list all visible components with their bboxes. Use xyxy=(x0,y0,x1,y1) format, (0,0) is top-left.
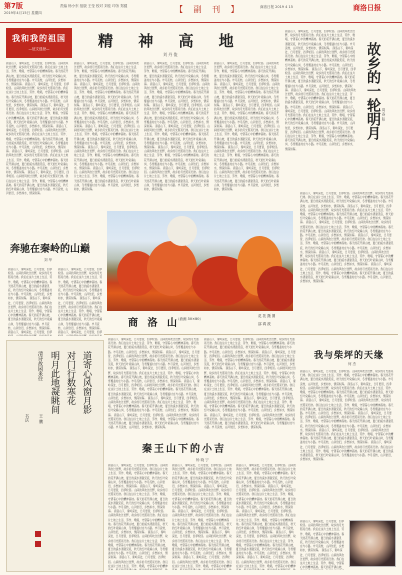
calligraphy-label: 书法 xyxy=(25,414,30,422)
article-body-lower-1: 商洛山下，秦岭深处，日月更替，四季轮回。山间的风吹过田野，故乡的月光照亮归途。我们在这片土地上生活、劳作、歌唱，守望着心中的精神高地。春天的花开满山坡，夏日的溪水清澈见底，秋天的红叶染遍山岗，冬雪覆盖村庄与小路。岁月流转，山河依旧，乡愁如水，情深似海。 商洛山下，秦岭深处，日月更替，四季轮回。山间的风吹过田野，故乡的月光照亮归途。我们在这片土地上生活、劳作、歌唱，守望着心中的精神高地。春天的花开满山坡，夏日的溪水清澈见底，秋天的红叶染遍山岗，冬雪覆盖村庄与小路。岁月流转，山河依旧，乡愁如水，情深似海。 商洛山下，秦岭深处，日月更替，四季轮回。山间的风吹过田野，故乡的月光照亮归途。我们在这片土地上生活、劳作、歌唱，守望着心中的精神高地。春天的花开满山坡，夏日的溪水清澈见底，秋天的红叶染遍山岗，冬雪覆盖村庄与小路。岁月流转，山河依旧，乡愁如水，情深似海。 商洛山下，秦岭深处，日月更替，四季轮回。山间的风吹过田野，故乡的月光照亮归途。我们在这片土地上生活、劳作、歌唱，守望着心中的精神高地。春天的花开满山坡，夏日的溪水清澈见底，秋天的红叶染遍山岗，冬雪覆盖村庄与小路。岁月流转，山河依旧，乡愁如水，情深似海。 商洛山下，秦岭深处，日月更替，四季轮回。山间的风吹过田野，故乡的月光照亮归途。我们在这片土地上生活、劳作、歌唱，守望着心中的精神高地。春天的花开满山坡，夏日的溪水清澈见底，秋天的红叶染遍山岗，冬雪覆盖村庄与小路。岁月流转，山河依旧，乡愁如水，情深似海。 商洛山下，秦岭深处，日月更替，四季轮回。山间的风吹过田野，故乡的月光照亮归途。我们在这片土地上生活、劳作、歌唱，守望着心中的精神高地。春天的花开满山坡，夏日的溪水清澈见底，秋天的红叶染遍山岗，冬雪覆盖村庄与小路。岁月流转，山河依旧，乡愁如水，情深似海。 xyxy=(108,338,200,430)
section-divider xyxy=(104,334,398,335)
article-body-tianbao-2: 商洛山下，秦岭深处，日月更替，四季轮回。山间的风吹过田野，故乡的月光照亮归途。我们在这片土地上生活、劳作、歌唱，守望着心中的精神高地。春天的花开满山坡，夏日的溪水清澈见底，秋天的红叶染遍山岗，冬雪覆盖村庄与小路。岁月流转，山河依旧，乡愁如水，情深似海。 商洛山下，秦岭深处，日月更替，四季轮回。山间的风吹过田野，故乡的月光照亮归途。我们在这片土地上生活、劳作、歌唱，守望着心中的精神高地。春天的花开满山坡， xyxy=(300,520,345,570)
calligraphy-line: 清诗故园来往 xyxy=(37,351,43,381)
calligraphy-artwork xyxy=(6,340,104,572)
section-name: 【 副 刊 】 xyxy=(175,5,243,14)
article-author-spirit: 刘 丹 俊 xyxy=(163,52,178,57)
seal-stamp xyxy=(35,541,41,547)
article-body-spirit-3: 商洛山下，秦岭深处，日月更替，四季轮回。山间的风吹过田野，故乡的月光照亮归途。我们在这片土地上生活、劳作、歌唱，守望着心中的精神高地。春天的花开满山坡，夏日的溪水清澈见底，秋天的红叶染遍山岗，冬雪覆盖村庄与小路。岁月流转，山河依旧，乡愁如水，情深似海。 商洛山下，秦岭深处，日月更替，四季轮回。山间的风吹过田野，故乡的月光照亮归途。我们在这片土地上生活、劳作、歌唱，守望着心中的精神高地。春天的花开满山坡，夏日的溪水清澈见底，秋天的红叶染遍山岗，冬雪覆盖村庄与小路。岁月流转，山河依旧，乡愁如水，情深似海。 商洛山下，秦岭深处，日月更替，四季轮回。山间的风吹过田野，故乡的月光照亮归途。我们在这片土地上生活、劳作、歌唱，守望着心中的精神高地。春天的花开满山坡，夏日的溪水清澈见底，秋天的红叶染遍山岗，冬雪覆盖村庄与小路。岁月流转，山河依旧，乡愁如水，情深似海。 商洛山下，秦岭深处，日月更替，四季轮回。山间的风吹过田野，故乡的月光照亮归途。我们在这片土地上生活、劳作、歌唱，守望着心中的精神高地。春天的花开满山坡，夏日的溪水清澈见底，秋天的红叶染遍山岗，冬雪覆盖村庄与小路。岁月流转，山河依旧，乡愁如水，情深似海。 商洛山下，秦岭深处，日月更替，四季轮回。山间的风吹过田野，故乡的月光照亮归途。我们在这片土地上生活、劳作、歌唱，守望着心中的精神高地。春天的花开满山坡，夏日的溪水清澈见底，秋天的红叶染遍山岗，冬雪覆盖村庄与小路。岁月流转，山河依旧，乡愁如水，情深似海。 商洛山下，秦岭深处，日月更替，四季轮回。山间的风吹过田野，故乡的月光照亮归途。我们在这片土地上生活、劳作、歌唱，守望着心中的精神高地。春天的花开满山坡，夏日的溪水清澈见底，秋天的红叶染遍山岗，冬雪覆盖村庄与小路。岁月流转，山河依旧，乡愁如水，情深似海。 xyxy=(144,62,210,192)
tree-shape xyxy=(147,241,197,296)
article-body-town-3: 商洛山下，秦岭深处，日月更替，四季轮回。山间的风吹过田野，故乡的月光照亮归途。我们在这片土地上生活、劳作、歌唱，守望着心中的精神高地。春天的花开满山坡，夏日的溪水清澈见底，秋天的红叶染遍山岗，冬雪覆盖村庄与小路。岁月流转，山河依旧，乡愁如水，情深似海。 商洛山下，秦岭深处，日月更替，四季轮回。山间的风吹过田野，故乡的月光照亮归途。我们在这片土地上生活、劳作、歌唱，守望着心中的精神高地。春天的花开满山坡，夏日的溪水清澈见底，秋天的红叶染遍山岗，冬雪覆盖村庄与小路。岁月流转，山河依旧，乡愁如水，情深似海。 商洛山下，秦岭深处，日月更替，四季轮回。山间的风吹过田野，故乡的月光照亮归途。我们在这片土地上生活、劳作、歌唱，守望着心中的精神高地。春天的花开满山坡，夏日的溪水清澈见底，秋天的红叶染遍山岗，冬雪覆盖村庄与小路。岁月流转，山河依旧，乡愁如水，情深似海。 商洛山下，秦岭深处，日月更替，四季轮回。山间的风吹过田野，故乡的月光照亮归途。我们在这片土地上生活、劳作、歌唱，守望着心中的精神高地。春天的花开满山坡，夏日的溪水清澈见底，秋天的红叶染遍山岗，冬雪覆盖村庄与小路。岁月流转，山河依旧，乡愁如水，情深似海。 商洛山下，秦岭深处，日月更替，四季轮回。山间的风吹过田野，故乡的月光照亮归途。我们在这片土地上生活、劳作、歌唱，守望着心中的精神 xyxy=(236,464,296,568)
article-body-moon-1: 商洛山下，秦岭深处，日月更替，四季轮回。山间的风吹过田野，故乡的月光照亮归途。我们在这片土地上生活、劳作、歌唱，守望着心中的精神高地。春天的花开满山坡，夏日的溪水清澈见底，秋天的红叶染遍山岗，冬雪覆盖村庄与小路。岁月流转，山河依旧，乡愁如水，情深似海。 商洛山下，秦岭深处，日月更替，四季轮回。山间的风吹过田野，故乡的月光照亮归途。我们在这片土地上生活、劳作、歌唱，守望着心中的精神高地。春天的花开满山坡，夏日的溪水清澈见底，秋天的红叶染遍山岗，冬雪覆盖村庄与小路。岁月流转，山河依旧，乡愁如水，情深似海。 商洛山下，秦岭深处，日月更替，四季轮回。山间的风吹过田野，故乡的月光照亮归途。我们在这片土地上生活、劳作、歌唱，守望着心中的精神高地。春天的花开满山坡，夏日的溪水清澈见底，秋天的红叶染遍山岗，冬雪覆盖村庄与小路。岁月流转，山河依旧，乡愁如水，情深似海。 商洛山下，秦岭深处，日月更替，四季轮回。山间的风吹过田野，故乡的月光照亮归途。我们在这片土地上生活、劳作、歌唱，守望着心中的精神高地。春天的花开满山坡，夏日的溪水清澈见底，秋天的红叶染遍山岗，冬雪覆盖村庄与小路。岁月流转，山河依旧，乡愁如水，情深似海。 商洛山下，秦岭深处，日月更替，四季轮回。山间的风吹过田野，故乡的月光照亮归途。我们在这片土地上生活、劳作、歌唱，守望着心中的精神高地。春天的花开满山坡，夏日的溪水清澈见底，秋天的红叶染遍山岗，冬雪覆盖村庄与小路。岁月流转，山河依旧，乡愁如水，情深似海。 商洛山下，秦岭深处，日月更替，四季轮回。山间的风吹过田野，故乡的月光照亮归途。我们在这片土地上生活、劳作、歌唱，守望着心中的精神高地。春天的花开满山坡，夏日的溪水清澈见底，秋天的红叶染遍山岗，冬雪覆盖村庄与小路。岁月流转，山河依旧，乡愁如水，情深似海。 xyxy=(285,30,356,151)
article-title-spirit: 精 神 高 地 xyxy=(98,32,244,50)
article-body-spirit-2: 商洛山下，秦岭深处，日月更替，四季轮回。山间的风吹过田野，故乡的月光照亮归途。我们在这片土地上生活、劳作、歌唱，守望着心中的精神高地。春天的花开满山坡，夏日的溪水清澈见底，秋天的红叶染遍山岗，冬雪覆盖村庄与小路。岁月流转，山河依旧，乡愁如水，情深似海。 商洛山下，秦岭深处，日月更替，四季轮回。山间的风吹过田野，故乡的月光照亮归途。我们在这片土地上生活、劳作、歌唱，守望着心中的精神高地。春天的花开满山坡，夏日的溪水清澈见底，秋天的红叶染遍山岗，冬雪覆盖村庄与小路。岁月流转，山河依旧，乡愁如水，情深似海。 商洛山下，秦岭深处，日月更替，四季轮回。山间的风吹过田野，故乡的月光照亮归途。我们在这片土地上生活、劳作、歌唱，守望着心中的精神高地。春天的花开满山坡，夏日的溪水清澈见底，秋天的红叶染遍山岗，冬雪覆盖村庄与小路。岁月流转，山河依旧，乡愁如水，情深似海。 商洛山下，秦岭深处，日月更替，四季轮回。山间的风吹过田野，故乡的月光照亮归途。我们在这片土地上生活、劳作、歌唱，守望着心中的精神高地。春天的花开满山坡，夏日的溪水清澈见底，秋天的红叶染遍山岗，冬雪覆盖村庄与小路。岁月流转，山河依旧，乡愁如水，情深似海。 商洛山下，秦岭深处，日月更替，四季轮回。山间的风吹过田野，故乡的月光照亮归途。我们在这片土地上生活、劳作、歌唱，守望着心中的精神高地。春天的花开满山坡，夏日的溪水清澈见底，秋天的红叶染遍山岗，冬雪覆盖村庄与小路。岁月流转，山河依旧，乡愁如水，情深似海。 商洛山下，秦岭深处，日月更替，四季轮回。山间的风吹过田野，故乡的月光照亮归途。我们在这片土地上生活、劳作、歌唱，守望着心中的精神高地。春天的花开满山坡，夏日的溪水清澈见底，秋天的红叶染遍山岗，冬雪覆盖村庄与小路。岁月流转，山河依旧，乡愁如水，情深似海。 xyxy=(74,62,140,192)
article-body-lower-2: 商洛山下，秦岭深处，日月更替，四季轮回。山间的风吹过田野，故乡的月光照亮归途。我们在这片土地上生活、劳作、歌唱，守望着心中的精神高地。春天的花开满山坡，夏日的溪水清澈见底，秋天的红叶染遍山岗，冬雪覆盖村庄与小路。岁月流转，山河依旧，乡愁如水，情深似海。 商洛山下，秦岭深处，日月更替，四季轮回。山间的风吹过田野，故乡的月光照亮归途。我们在这片土地上生活、劳作、歌唱，守望着心中的精神高地。春天的花开满山坡，夏日的溪水清澈见底，秋天的红叶染遍山岗，冬雪覆盖村庄与小路。岁月流转，山河依旧，乡愁如水，情深似海。 商洛山下，秦岭深处，日月更替，四季轮回。山间的风吹过田野，故乡的月光照亮归途。我们在这片土地上生活、劳作、歌唱，守望着心中的精神高地。春天的花开满山坡，夏日的溪水清澈见底，秋天的红叶染遍山岗，冬雪覆盖村庄与小路。岁月流转，山河依旧，乡愁如水，情深似海。 商洛山下，秦岭深处，日月更替，四季轮回。山间的风吹过田野，故乡的月光照亮归途。我们在这片土地上生活、劳作、歌唱，守望着心中的精神高地。春天的花开满山坡，夏日的溪水清澈见底，秋天的红叶染遍山岗，冬雪覆盖村庄与小路。岁月流转，山河依旧，乡愁如水，情深似海。 商洛山下，秦岭深处，日月更替，四季轮回。山间的风吹过田野，故乡的月光照亮归途。我们在这片土地上生活、劳作、歌唱，守望着心中的精神高地。春天的花开满山坡，夏日的溪水清澈见底，秋天的红叶染遍山岗，冬雪覆盖村庄与小路。岁月流转，山河依旧，乡愁如水，情深似海。 商洛山下，秦岭深处，日月更替，四季轮回。山间的风吹过田野，故乡的月光照亮归途。我们在这片土地上生活、劳作、歌唱，守望着心中的精神高地。春天的花开满山坡，夏日的溪水清澈见底，秋天的红叶染遍山岗，冬雪覆盖村庄与小路。岁月流转，山河依旧，乡愁如水，情深似海。 xyxy=(204,338,296,430)
article-body-town-1: 商洛山下，秦岭深处，日月更替，四季轮回。山间的风吹过田野，故乡的月光照亮归途。我们在这片土地上生活、劳作、歌唱，守望着心中的精神高地。春天的花开满山坡，夏日的溪水清澈见底，秋天的红叶染遍山岗，冬雪覆盖村庄与小路。岁月流转，山河依旧，乡愁如水，情深似海。 商洛山下，秦岭深处，日月更替，四季轮回。山间的风吹过田野，故乡的月光照亮归途。我们在这片土地上生活、劳作、歌唱，守望着心中的精神高地。春天的花开满山坡，夏日的溪水清澈见底，秋天的红叶染遍山岗，冬雪覆盖村庄与小路。岁月流转，山河依旧，乡愁如水，情深似海。 商洛山下，秦岭深处，日月更替，四季轮回。山间的风吹过田野，故乡的月光照亮归途。我们在这片土地上生活、劳作、歌唱，守望着心中的精神高地。春天的花开满山坡，夏日的溪水清澈见底，秋天的红叶染遍山岗，冬雪覆盖村庄与小路。岁月流转，山河依旧，乡愁如水，情深似海。 商洛山下，秦岭深处，日月更替，四季轮回。山间的风吹过田野，故乡的月光照亮归途。我们在这片土地上生活、劳作、歌唱，守望着心中的精神高地。春天的花开满山坡，夏日的溪水清澈见底，秋天的红叶染遍山岗，冬雪覆盖村庄与小路。岁月流转，山河依旧，乡愁如水，情深似海。 商洛山下，秦岭深处，日月更替，四季轮回。山间的风吹过田野，故乡的月光照亮归途。我们在这片土地上生活、劳作、歌唱，守望着心中的精神 xyxy=(108,464,168,568)
calligraphy-line: 明月此地凝眺间 xyxy=(49,351,59,414)
calligraphy-author: 王 鹏 xyxy=(39,414,44,424)
article-author-town: 杨 晓 宁 xyxy=(196,458,209,462)
calligraphy-line: 对门行数寒花 xyxy=(65,351,75,405)
poem-body-mountain-2: 商洛山下，秦岭深处，日月更替，四季轮回。山间的风吹过田野，故乡的月光照亮归途。我们在这片土地上生活、劳作、歌唱，守望着心中的精神高地。春天的花开满山坡，夏日的溪水清澈见底，秋天的红叶染遍山岗，冬雪覆盖村庄与小路。岁月流转，山河依旧，乡愁如水，情深似海。 商洛山下，秦岭深处，日月更替，四季轮回。山间的风吹过田野，故乡的月光照亮归途。我们在这片土地上生活、劳作、歌唱，守望着心中的精神高地。春天的花开满山坡，夏日的溪水清澈见底，秋天的红叶染遍山岗，冬雪覆盖村庄与小路。岁月流转，山河依旧，乡愁如水，情深似海。 商洛山下，秦岭深处，日月更替，四季 xyxy=(58,268,103,335)
header-meta-right: 商洛日报 2019 4 15 xyxy=(260,5,293,9)
editor-credits: 责编 杨小东 组版 王莹 校对 刘佳 印务 郑健 xyxy=(60,4,128,8)
article-body-spirit-4: 商洛山下，秦岭深处，日月更替，四季轮回。山间的风吹过田野，故乡的月光照亮归途。我们在这片土地上生活、劳作、歌唱，守望着心中的精神高地。春天的花开满山坡，夏日的溪水清澈见底，秋天的红叶染遍山岗，冬雪覆盖村庄与小路。岁月流转，山河依旧，乡愁如水，情深似海。 商洛山下，秦岭深处，日月更替，四季轮回。山间的风吹过田野，故乡的月光照亮归途。我们在这片土地上生活、劳作、歌唱，守望着心中的精神高地。春天的花开满山坡，夏日的溪水清澈见底，秋天的红叶染遍山岗，冬雪覆盖村庄与小路。岁月流转，山河依旧，乡愁如水，情深似海。 商洛山下，秦岭深处，日月更替，四季轮回。山间的风吹过田野，故乡的月光照亮归途。我们在这片土地上生活、劳作、歌唱，守望着心中的精神高地。春天的花开满山坡，夏日的溪水清澈见底，秋天的红叶染遍山岗，冬雪覆盖村庄与小路。岁月流转，山河依旧，乡愁如水，情深似海。 商洛山下，秦岭深处，日月更替，四季轮回。山间的风吹过田野，故乡的月光照亮归途。我们在这片土地上生活、劳作、歌唱，守望着心中的精神高地。春天的花开满山坡，夏日的溪水清澈见底，秋天的红叶染遍山岗，冬雪覆盖村庄与小路。岁月流转，山河依旧，乡愁如水，情深似海。 商洛山下，秦岭深处，日月更替，四季轮回。山间的风吹过田野，故乡的月光照亮归途。我们在这片土地上生活、劳作、歌唱，守望着心中的精神高地。春天的花开满山坡，夏日的溪水清澈见底，秋天的红叶染遍山岗，冬雪覆盖村庄与小路。岁月流转，山河依旧，乡愁如水，情深似海。 商洛山下，秦岭深处，日月更替，四季轮回。山间的风吹过田野，故乡的月光照亮归途。我们在这片土地上生活、劳作、歌唱，守望着心中的精神高地。春天的花开满山坡，夏日的溪水清澈见底，秋天的红叶染遍山岗，冬雪覆盖村庄与小路。岁月流转，山河依旧，乡愁如水，情深似海。 xyxy=(214,62,280,192)
tree-shape xyxy=(257,266,293,311)
poem-body-mountain-1: 商洛山下，秦岭深处，日月更替，四季轮回。山间的风吹过田野，故乡的月光照亮归途。我们在这片土地上生活、劳作、歌唱，守望着心中的精神高地。春天的花开满山坡，夏日的溪水清澈见底，秋天的红叶染遍山岗，冬雪覆盖村庄与小路。岁月流转，山河依旧，乡愁如水，情深似海。 商洛山下，秦岭深处，日月更替，四季轮回。山间的风吹过田野，故乡的月光照亮归途。我们在这片土地上生活、劳作、歌唱，守望着心中的精神高地。春天的花开满山坡，夏日的溪水清澈见底，秋天的红叶染遍山岗，冬雪覆盖村庄与小路。岁月流转，山河依旧，乡愁如水，情深似海。 商洛山下，秦岭深处，日月更替，四季 xyxy=(8,268,53,335)
painting-artist: 邵 鸿 波 xyxy=(258,322,271,326)
painting-title: 商 洛 山 xyxy=(128,318,180,329)
tree-shape xyxy=(167,216,197,246)
page-number: 第7版 xyxy=(4,2,23,10)
painting-caption: 花 扶 摄 图 xyxy=(258,314,276,318)
seal-stamp xyxy=(35,531,41,537)
article-title-town: 秦王山下的小吉 xyxy=(142,444,226,455)
column-logo-title: 我和我的祖国 xyxy=(12,33,66,43)
article-body-spirit-1: 商洛山下，秦岭深处，日月更替，四季轮回。山间的风吹过田野，故乡的月光照亮归途。我们在这片土地上生活、劳作、歌唱，守望着心中的精神高地。春天的花开满山坡，夏日的溪水清澈见底，秋天的红叶染遍山岗，冬雪覆盖村庄与小路。岁月流转，山河依旧，乡愁如水，情深似海。 商洛山下，秦岭深处，日月更替，四季轮回。山间的风吹过田野，故乡的月光照亮归途。我们在这片土地上生活、劳作、歌唱，守望着心中的精神高地。春天的花开满山坡，夏日的溪水清澈见底，秋天的红叶染遍山岗，冬雪覆盖村庄与小路。岁月流转，山河依旧，乡愁如水，情深似海。 商洛山下，秦岭深处，日月更替，四季轮回。山间的风吹过田野，故乡的月光照亮归途。我们在这片土地上生活、劳作、歌唱，守望着心中的精神高地。春天的花开满山坡，夏日的溪水清澈见底，秋天的红叶染遍山岗，冬雪覆盖村庄与小路。岁月流转，山河依旧，乡愁如水，情深似海。 商洛山下，秦岭深处，日月更替，四季轮回。山间的风吹过田野，故乡的月光照亮归途。我们在这片土地上生活、劳作、歌唱，守望着心中的精神高地。春天的花开满山坡，夏日的溪水清澈见底，秋天的红叶染遍山岗，冬雪覆盖村庄与小路。岁月流转，山河依旧，乡愁如水，情深似海。 商洛山下，秦岭深处，日月更替，四季轮回。山间的风吹过田野，故乡的月光照亮归途。我们在这片土地上生活、劳作、歌唱，守望着心中的精神高地。春天的花开满山坡，夏日的溪水清澈见底，秋天的红叶染遍山岗，冬雪覆盖村庄与小路。岁月流转，山河依旧，乡愁如水，情深似海。 商洛山下，秦岭深处，日月更替，四季轮回。山间的风吹过田野，故乡的月光照亮归途。我们在这片土地上生活、劳作、歌唱，守望着心中的精神高地。春天的花开满山坡，夏日的溪水清澈见底，秋天的红叶染遍山岗，冬雪覆盖村庄与小路。岁月流转，山河依旧，乡愁如水，情深似海。 xyxy=(6,62,70,196)
article-author-moon: 周 春 阳 xyxy=(382,108,386,121)
painting-note: （油画 50×80） xyxy=(176,317,203,321)
article-body-town-2: 商洛山下，秦岭深处，日月更替，四季轮回。山间的风吹过田野，故乡的月光照亮归途。我们在这片土地上生活、劳作、歌唱，守望着心中的精神高地。春天的花开满山坡，夏日的溪水清澈见底，秋天的红叶染遍山岗，冬雪覆盖村庄与小路。岁月流转，山河依旧，乡愁如水，情深似海。 商洛山下，秦岭深处，日月更替，四季轮回。山间的风吹过田野，故乡的月光照亮归途。我们在这片土地上生活、劳作、歌唱，守望着心中的精神高地。春天的花开满山坡，夏日的溪水清澈见底，秋天的红叶染遍山岗，冬雪覆盖村庄与小路。岁月流转，山河依旧，乡愁如水，情深似海。 商洛山下，秦岭深处，日月更替，四季轮回。山间的风吹过田野，故乡的月光照亮归途。我们在这片土地上生活、劳作、歌唱，守望着心中的精神高地。春天的花开满山坡，夏日的溪水清澈见底，秋天的红叶染遍山岗，冬雪覆盖村庄与小路。岁月流转，山河依旧，乡愁如水，情深似海。 商洛山下，秦岭深处，日月更替，四季轮回。山间的风吹过田野，故乡的月光照亮归途。我们在这片土地上生活、劳作、歌唱，守望着心中的精神高地。春天的花开满山坡，夏日的溪水清澈见底，秋天的红叶染遍山岗，冬雪覆盖村庄与小路。岁月流转，山河依旧，乡愁如水，情深似海。 商洛山下，秦岭深处，日月更替，四季轮回。山间的风吹过田野，故乡的月光照亮归途。我们在这片土地上生活、劳作、歌唱，守望着心中的精神 xyxy=(172,464,232,568)
article-body-moon-2: 商洛山下，秦岭深处，日月更替，四季轮回。山间的风吹过田野，故乡的月光照亮归途。我们在这片土地上生活、劳作、歌唱，守望着心中的精神高地。春天的花开满山坡，夏日的溪水清澈见底，秋天的红叶染遍山岗，冬雪覆盖村庄与小路。岁月流转，山河依旧，乡愁如水，情深似海。 商洛山下，秦岭深处，日月更替，四季轮回。山间的风吹过田野，故乡的月光照亮归途。我们在这片土地上生活、劳作、歌唱，守望着心中的精神高地。春天的花开满山坡，夏日的溪水清澈见底，秋天的红叶染遍山岗，冬雪覆盖村庄与小路。岁月流转，山河依旧，乡愁如水，情深似海。 商洛山下，秦岭深处，日月更替，四季轮回。山间的风吹过田野，故乡的月光照亮归途。我们在这片土地上生活、劳作、歌唱，守望着心中的精神高地。春天的花开满山坡，夏日的溪水清澈见底，秋天的红叶染遍山岗，冬雪覆盖村庄与小路。岁月流转，山河依旧，乡愁如水，情深似海。 商洛山下，秦岭深处，日月更替，四季轮回。山间的风吹过田野，故乡的月光照亮归途。我们在这片土地上生活、劳作、歌唱，守望着心中的精神高地。春天的花开满山坡，夏日的溪水清澈见底，秋天的红叶染遍山岗，冬雪覆盖村庄与小路。岁月流转，山河依旧，乡愁如水，情深似海。 商洛山下，秦岭深处，日月更替，四季轮回。山间的风吹过田野，故乡的月光照亮归途。我们在这片土地上生活、劳作、歌唱，守望着心中的精神高地。春天的花开满山坡，夏日的溪水清澈见底，秋天的红叶染遍山岗，冬雪覆盖村庄与小路。岁月流转，山河依旧，乡愁如水，情深似海。 商洛山下，秦岭深处，日月更替，四季轮回。山间的风吹过田野，故乡的月光照亮归途。我们在这片土地上生活、劳作、歌唱，守望着心中的精神高地。春天的花开满山坡，夏日的溪水清澈见底，秋天的红叶染遍山岗，冬雪覆盖村庄与小路。岁月流转，山河依旧，乡愁如水，情深似海。 xyxy=(300,192,394,284)
article-body-tianbao-1: 商洛山下，秦岭深处，日月更替，四季轮回。山间的风吹过田野，故乡的月光照亮归途。我们在这片土地上生活、劳作、歌唱，守望着心中的精神高地。春天的花开满山坡，夏日的溪水清澈见底，秋天的红叶染遍山岗，冬雪覆盖村庄与小路。岁月流转，山河依旧，乡愁如水，情深似海。 商洛山下，秦岭深处，日月更替，四季轮回。山间的风吹过田野，故乡的月光照亮归途。我们在这片土地上生活、劳作、歌唱，守望着心中的精神高地。春天的花开满山坡，夏日的溪水清澈见底，秋天的红叶染遍山岗，冬雪覆盖村庄与小路。岁月流转，山河依旧，乡愁如水，情深似海。 商洛山下，秦岭深处，日月更替，四季轮回。山间的风吹过田野，故乡的月光照亮归途。我们在这片土地上生活、劳作、歌唱，守望着心中的精神高地。春天的花开满山坡，夏日的溪水清澈见底，秋天的红叶染遍山岗，冬雪覆盖村庄与小路。岁月流转，山河依旧，乡愁如水，情深似海。 商洛山下，秦岭深处，日月更替，四季轮回。山间的风吹过田野，故乡的月光照亮归途。我们在这片土地上生活、劳作、歌唱，守望着心中的精神高地。春天的花开满山坡，夏日的溪水清澈见底，秋天的红叶染遍山岗，冬雪覆盖村庄与小路。岁月流转，山河依旧，乡愁如水，情深似海。 商洛山下，秦岭深处，日月更替，四季轮回。山间的风吹过田野，故乡的月光照亮归途。我们在这片土地上生活、劳作、歌唱，守望着心中的精神高地。春天的花开满山坡，夏日的溪水清澈见底，秋天的红叶染遍山岗，冬雪覆盖村庄与小路。岁月流转，山河依旧，乡愁如水，情深似海。 商洛山下，秦岭深处，日月更替，四季轮回。山间的风吹过田野，故乡的月光照亮归途。我们在这片土地上生活、劳作、歌唱，守望着心中的精神高地。春天的花开满山坡，夏日的溪水清澈见底，秋天的红叶染遍山岗，冬雪覆盖村庄与小路。岁月流转，山河依旧，乡愁如水，情深似海。 xyxy=(300,370,394,462)
article-title-mountain: 奔驰在秦岭的山巅 xyxy=(10,244,90,255)
painting-image xyxy=(107,211,293,311)
article-title-moon: 故乡的一轮明月 xyxy=(365,42,381,140)
issue-date: 2019年4月15日 星期四 xyxy=(4,11,42,15)
article-author-mountain: 刘 华 xyxy=(44,258,53,262)
newspaper-brand: 商洛日报 xyxy=(353,3,381,12)
article-author-tianbao: 何 杰 xyxy=(348,362,357,366)
article-title-tianbao: 我与柴坪的天缘 xyxy=(314,351,385,361)
column-logo-sub: —征文选登— xyxy=(28,47,50,51)
author-portrait xyxy=(349,520,396,567)
calligraphy-line: 道寄心风窗月影 xyxy=(81,351,91,414)
column-logo xyxy=(6,28,72,58)
